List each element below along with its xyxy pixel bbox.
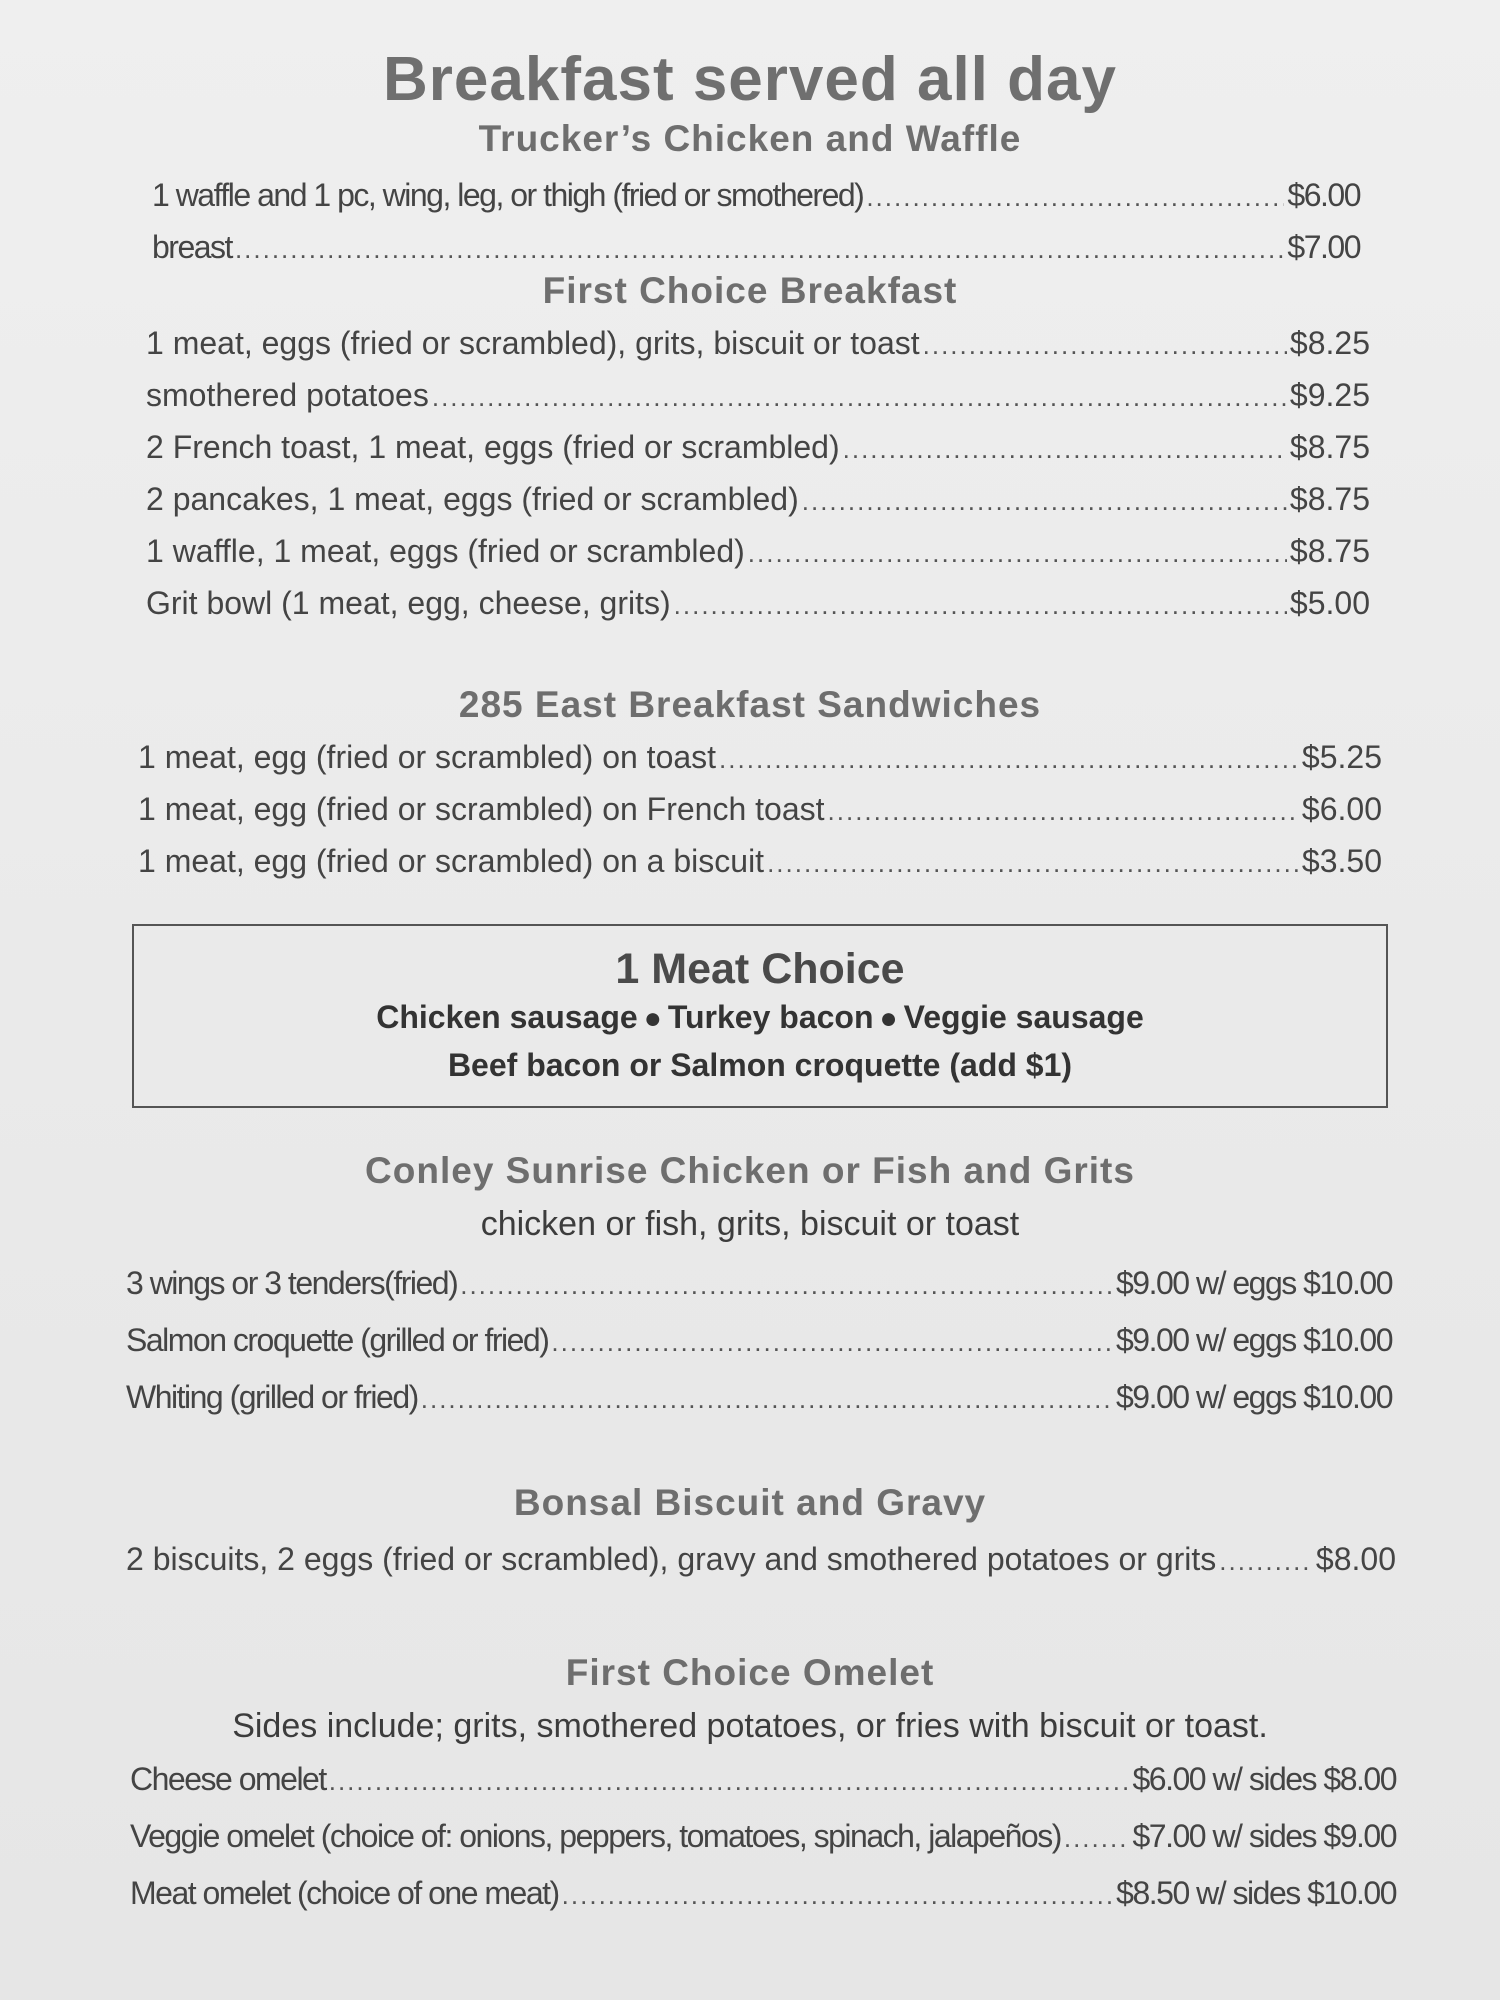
leader-dots — [551, 1315, 1113, 1370]
item-desc: 1 meat, eggs (fried or scrambled), grits, biscuit or toast — [146, 325, 920, 361]
item-desc: 1 meat, egg (fried or scrambled) on a biscuit — [138, 843, 765, 879]
item-list — [138, 732, 1382, 888]
menu-item — [146, 526, 1370, 578]
leader-dots — [802, 476, 1287, 526]
item-price: $5.00 — [1289, 585, 1370, 621]
meat-option: Veggie sausage — [903, 999, 1144, 1035]
menu-item — [146, 318, 1370, 370]
bullet-icon: ● — [643, 1002, 662, 1035]
menu-item — [152, 170, 1360, 222]
menu-item — [126, 1370, 1392, 1427]
item-price: $7.00 — [1287, 229, 1360, 265]
item-desc: Whiting (grilled or fried) — [126, 1379, 418, 1415]
menu-item — [130, 1752, 1396, 1809]
leader-dots — [329, 1754, 1130, 1809]
section-title: Bonsal Biscuit and Gravy — [513, 1482, 987, 1523]
leader-dots — [843, 424, 1287, 474]
item-desc: smothered potatoes — [146, 377, 429, 413]
leader-dots — [562, 1868, 1114, 1923]
menu-item — [126, 1534, 1396, 1586]
item-price: $8.00 — [1315, 1541, 1396, 1577]
leader-dots — [421, 1372, 1113, 1427]
leader-dots — [432, 372, 1287, 422]
leader-dots — [767, 838, 1299, 888]
item-desc: 2 biscuits, 2 eggs (fried or scrambled), gravy and smothered potatoes or grits — [126, 1541, 1217, 1577]
item-price: $6.00 — [1287, 177, 1360, 213]
leader-dots — [460, 1258, 1113, 1313]
section-subtitle: Sides include; grits, smothered potatoes, or fries with biscuit or toast. — [232, 1707, 1268, 1745]
item-list — [130, 1752, 1396, 1923]
meat-options-line — [134, 994, 1386, 1042]
bullet-icon: ● — [879, 1002, 898, 1035]
item-desc: 3 wings or 3 tenders(fried) — [126, 1265, 458, 1301]
item-desc: Cheese omelet — [130, 1761, 326, 1797]
item-desc: Meat omelet (choice of one meat) — [130, 1875, 559, 1911]
item-price: $3.50 — [1301, 843, 1382, 879]
item-price: $6.00 — [1301, 791, 1382, 827]
item-desc: 2 pancakes, 1 meat, eggs (fried or scrambled) — [146, 481, 799, 517]
leader-dots — [866, 172, 1284, 222]
menu-item — [146, 578, 1370, 630]
item-desc: Veggie omelet (choice of: onions, peppers, tomatoes, spinach, jalapeños) — [130, 1818, 1061, 1854]
leader-dots — [719, 734, 1299, 784]
item-price: $9.25 — [1289, 377, 1370, 413]
item-price: $9.00 w/ eggs $10.00 — [1115, 1322, 1392, 1358]
section-subtitle: chicken or fish, grits, biscuit or toast — [480, 1205, 1020, 1243]
item-price: $6.00 w/ sides $8.00 — [1132, 1761, 1396, 1797]
item-price: $5.25 — [1301, 739, 1382, 775]
section-first-choice — [0, 268, 1500, 630]
meat-choice-box — [132, 924, 1388, 1108]
leader-dots — [674, 580, 1287, 630]
item-desc: breast — [152, 229, 232, 265]
section-title: First Choice Omelet — [565, 1652, 935, 1693]
leader-dots — [828, 786, 1299, 836]
section-sandwiches — [0, 682, 1500, 888]
leader-dots — [748, 528, 1287, 578]
item-desc: 1 meat, egg (fried or scrambled) on French toast — [138, 791, 825, 827]
item-price: $9.00 w/ eggs $10.00 — [1115, 1379, 1392, 1415]
section-title: Trucker’s Chicken and Waffle — [478, 118, 1022, 159]
menu-title: Breakfast served all day — [383, 45, 1117, 114]
section-title: First Choice Breakfast — [542, 270, 958, 311]
meat-option: Chicken sausage — [376, 999, 638, 1035]
menu-item — [126, 1313, 1392, 1370]
section-bonsal — [0, 1480, 1500, 1586]
item-desc: Grit bowl (1 meat, egg, cheese, grits) — [146, 585, 671, 621]
meat-option: Turkey bacon — [667, 999, 874, 1035]
item-list — [152, 170, 1360, 274]
section-omelet — [0, 1650, 1500, 1923]
menu-item — [130, 1866, 1396, 1923]
leader-dots — [923, 320, 1287, 370]
menu-item — [146, 370, 1370, 422]
item-price: $9.00 w/ eggs $10.00 — [1115, 1265, 1392, 1301]
menu-item — [138, 784, 1382, 836]
item-price: $8.25 — [1289, 325, 1370, 361]
item-list — [126, 1534, 1396, 1586]
item-price: $8.75 — [1289, 481, 1370, 517]
menu-item — [138, 732, 1382, 784]
item-desc: 2 French toast, 1 meat, eggs (fried or scrambled) — [146, 429, 840, 465]
meat-options-line-2: Beef bacon or Salmon croquette (add $1) — [447, 1047, 1073, 1083]
menu-item — [130, 1809, 1396, 1866]
leader-dots — [1064, 1811, 1130, 1866]
item-price: $8.50 w/ sides $10.00 — [1116, 1875, 1396, 1911]
item-list — [146, 318, 1370, 630]
menu-item — [126, 1256, 1392, 1313]
item-price: $8.75 — [1289, 429, 1370, 465]
menu-item — [152, 222, 1360, 274]
menu-item — [146, 474, 1370, 526]
item-price: $8.75 — [1289, 533, 1370, 569]
item-price: $7.00 w/ sides $9.00 — [1132, 1818, 1396, 1854]
section-title: 285 East Breakfast Sandwiches — [458, 684, 1042, 725]
menu-item — [138, 836, 1382, 888]
item-desc: 1 waffle and 1 pc, wing, leg, or thigh (fried or smothered) — [152, 177, 864, 213]
item-desc: 1 waffle, 1 meat, eggs (fried or scrambled) — [146, 533, 745, 569]
item-desc: Salmon croquette (grilled or fried) — [126, 1322, 549, 1358]
section-title: Conley Sunrise Chicken or Fish and Grits — [365, 1150, 1135, 1191]
menu-item — [146, 422, 1370, 474]
leader-dots — [1219, 1536, 1313, 1586]
item-desc: 1 meat, egg (fried or scrambled) on toast — [138, 739, 717, 775]
section-conley — [0, 1148, 1500, 1427]
leader-dots — [235, 224, 1284, 274]
section-truckers — [0, 116, 1500, 274]
box-title: 1 Meat Choice — [615, 945, 905, 993]
item-list — [126, 1256, 1392, 1427]
